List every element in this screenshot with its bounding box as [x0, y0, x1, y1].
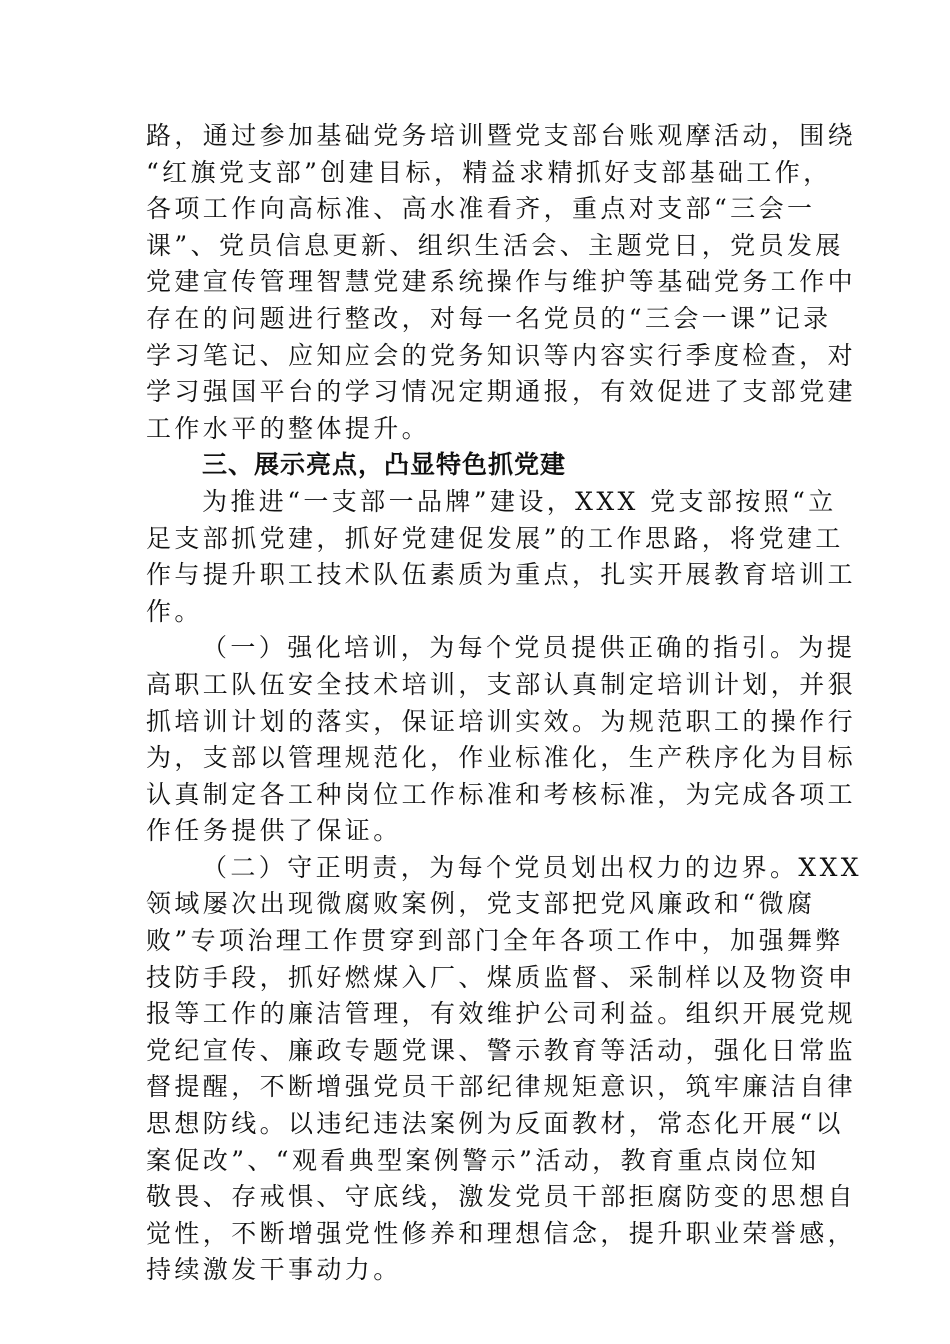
text-line: “红旗党支部”创建目标，精益求精抓好支部基础工作，	[146, 157, 832, 187]
text-line: 觉性，不断增强党性修养和理想信念，提升职业荣誉感，	[146, 1218, 857, 1248]
document-body	[146, 118, 862, 1289]
text-line: 党纪宣传、廉政专题党课、警示教育等活动，强化日常监	[146, 1035, 857, 1065]
text-line: 报等工作的廉洁管理，有效维护公司利益。组织开展党规	[146, 999, 857, 1029]
text-line: 路，通过参加基础党务培训暨党支部台账观摩活动，围绕	[146, 121, 857, 150]
text-line: 作。	[146, 596, 203, 626]
paragraph-4	[146, 850, 862, 1289]
text-line: 工作水平的整体提升。	[146, 413, 431, 443]
text-line: 技防手段，抓好燃煤入厂、煤质监督、采制样以及物资申	[146, 962, 857, 992]
text-line: 存在的问题进行整改，对每一名党员的“三会一课”记录	[146, 303, 832, 333]
text-line: 督提醒，不断增强党员干部纪律规矩意识，筑牢廉洁自律	[146, 1072, 857, 1102]
text-line: 党建宣传管理智慧党建系统操作与维护等基础党务工作中	[146, 267, 857, 297]
text-line: 学习强国平台的学习情况定期通报，有效促进了支部党建	[146, 377, 857, 407]
text-line: 高职工队伍安全技术培训，支部认真制定培训计划，并狠	[146, 669, 857, 699]
text-line: 敬畏、存戒惧、守底线，激发党员干部拒腐防变的思想自	[146, 1182, 857, 1212]
text-line: 为，支部以管理规范化，作业标准化，生产秩序化为目标	[146, 743, 857, 773]
paragraph-1	[146, 118, 857, 447]
text-line: 课”、党员信息更新、组织生活会、主题党日，党员发展	[146, 230, 844, 260]
text-line: 持续激发干事动力。	[146, 1255, 402, 1285]
section-heading-3: 三、展示亮点，凸显特色抓党建	[202, 450, 567, 480]
text-line: 学习笔记、应知应会的党务知识等内容实行季度检查，对	[146, 340, 857, 370]
text-line: 领域屡次出现微腐败案例，党支部把党风廉政和“微腐	[146, 889, 816, 919]
text-line: 为推进“一支部一品牌”建设，XXX 党支部按照“立	[202, 486, 837, 516]
text-line: 思想防线。以违纪违法案例为反面教材，常态化开展“以	[146, 1109, 844, 1139]
text-line: 各项工作向高标准、高水准看齐，重点对支部“三会一	[146, 194, 816, 224]
text-line: 作与提升职工技术队伍素质为重点，扎实开展教育培训工	[146, 560, 857, 590]
paragraph-2	[146, 484, 857, 630]
paragraph-3	[146, 630, 857, 850]
text-line: （一）强化培训，为每个党员提供正确的指引。为提	[202, 633, 856, 663]
text-line: 认真制定各工种岗位工作标准和考核标准，为完成各项工	[146, 779, 857, 809]
text-line: 作任务提供了保证。	[146, 816, 402, 846]
text-line: 败”专项治理工作贯穿到部门全年各项工作中，加强舞弊	[146, 926, 844, 956]
text-line: 足支部抓党建，抓好党建促发展”的工作思路，将党建工	[146, 523, 844, 553]
text-line: 案促改”、“观看典型案例警示”活动，教育重点岗位知	[146, 1145, 820, 1175]
text-line: 抓培训计划的落实，保证培训实效。为规范职工的操作行	[146, 706, 857, 736]
text-line: （二）守正明责，为每个党员划出权力的边界。XXX	[202, 852, 862, 882]
